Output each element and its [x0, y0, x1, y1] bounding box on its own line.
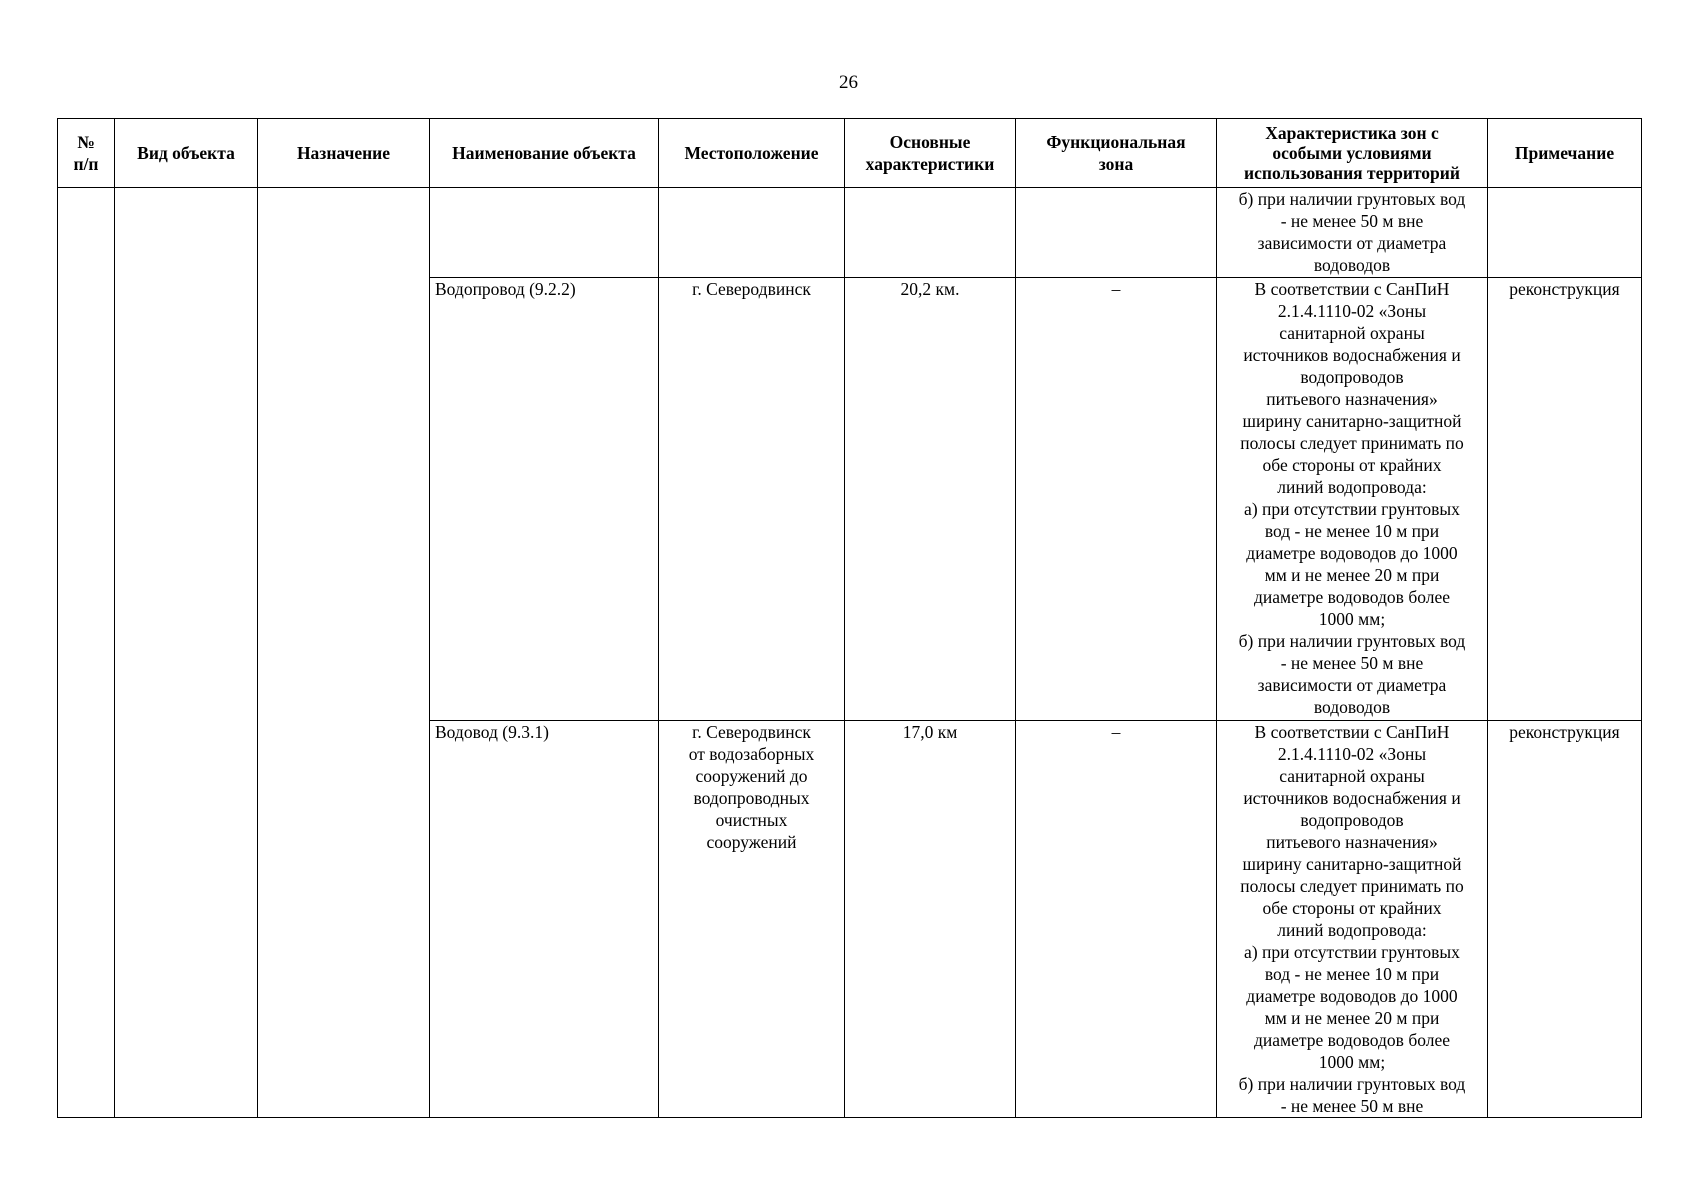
cell-special-zones [1217, 278, 1488, 721]
cell-functional-zone: – [1016, 278, 1217, 721]
header-number: № п/п [58, 119, 115, 188]
cell-functional-zone [1016, 188, 1217, 278]
cell-location: г. Северодвинск [659, 278, 845, 721]
header-note: Примечание [1488, 119, 1642, 188]
cell-object-name: Водовод (9.3.1) [430, 721, 659, 1118]
objects-table [57, 118, 1642, 1118]
header-object-type: Вид объекта [115, 119, 258, 188]
cell-note [1488, 188, 1642, 278]
cell-characteristics: 20,2 км. [845, 278, 1016, 721]
cell-special-zones [1217, 188, 1488, 278]
special-zones-text: В соответствии с СанПиН 2.1.4.1110-02 «Зоны санитарной охраны источников водоснабжения и водопроводов питьевого назначения» ширину санитарно-защитной полосы следует принимать по обе стороны от крайних линий водопровода: а) при отсутствии грунтовых вод - не менее 10 м при диаметре водоводов до 1000 мм и не менее 20 м при диаметре водоводов более 1000 мм; б) при наличии грунтовых вод - не менее 50 м вне зависимости от диаметра водоводов [1238, 279, 1466, 717]
cell-note: реконструкция [1488, 721, 1642, 1118]
header-functional-zone: Функциональная зона [1016, 119, 1217, 188]
cell-characteristics [845, 188, 1016, 278]
header-object-name: Наименование объекта [430, 119, 659, 188]
header-special-zones: Характеристика зон с особыми условиями использования территорий [1217, 119, 1488, 188]
cell-number [58, 188, 115, 1118]
cell-location [659, 188, 845, 278]
cell-location: г. Северодвинск от водозаборных сооружений до водопроводных очистных сооружений [659, 721, 845, 1118]
cell-object-name [430, 188, 659, 278]
special-zones-text: В соответствии с СанПиН 2.1.4.1110-02 «Зоны санитарной охраны источников водоснабжения и водопроводов питьевого назначения» ширину санитарно-защитной полосы следует принимать по обе стороны от крайних линий водопровода: а) при отсутствии грунтовых вод - не менее 10 м при диаметре водоводов до 1000 мм и не менее 20 м при диаметре водоводов более 1000 мм; б) при наличии грунтовых вод - не менее 50 м вне [1238, 722, 1466, 1116]
cell-special-zones [1217, 721, 1488, 1118]
cell-note: реконструкция [1488, 278, 1642, 721]
cell-object-type [115, 188, 258, 1118]
table-row [58, 188, 1642, 278]
table-header-row [58, 119, 1642, 188]
cell-characteristics: 17,0 км [845, 721, 1016, 1118]
special-zones-text: б) при наличии грунтовых вод - не менее 50 м вне зависимости от диаметра водоводов [1238, 189, 1466, 275]
header-characteristics: Основные характеристики [845, 119, 1016, 188]
cell-object-name: Водопровод (9.2.2) [430, 278, 659, 721]
header-purpose: Назначение [258, 119, 430, 188]
header-location: Местоположение [659, 119, 845, 188]
cell-functional-zone: – [1016, 721, 1217, 1118]
cell-purpose [258, 188, 430, 1118]
page-number: 26 [839, 72, 858, 93]
